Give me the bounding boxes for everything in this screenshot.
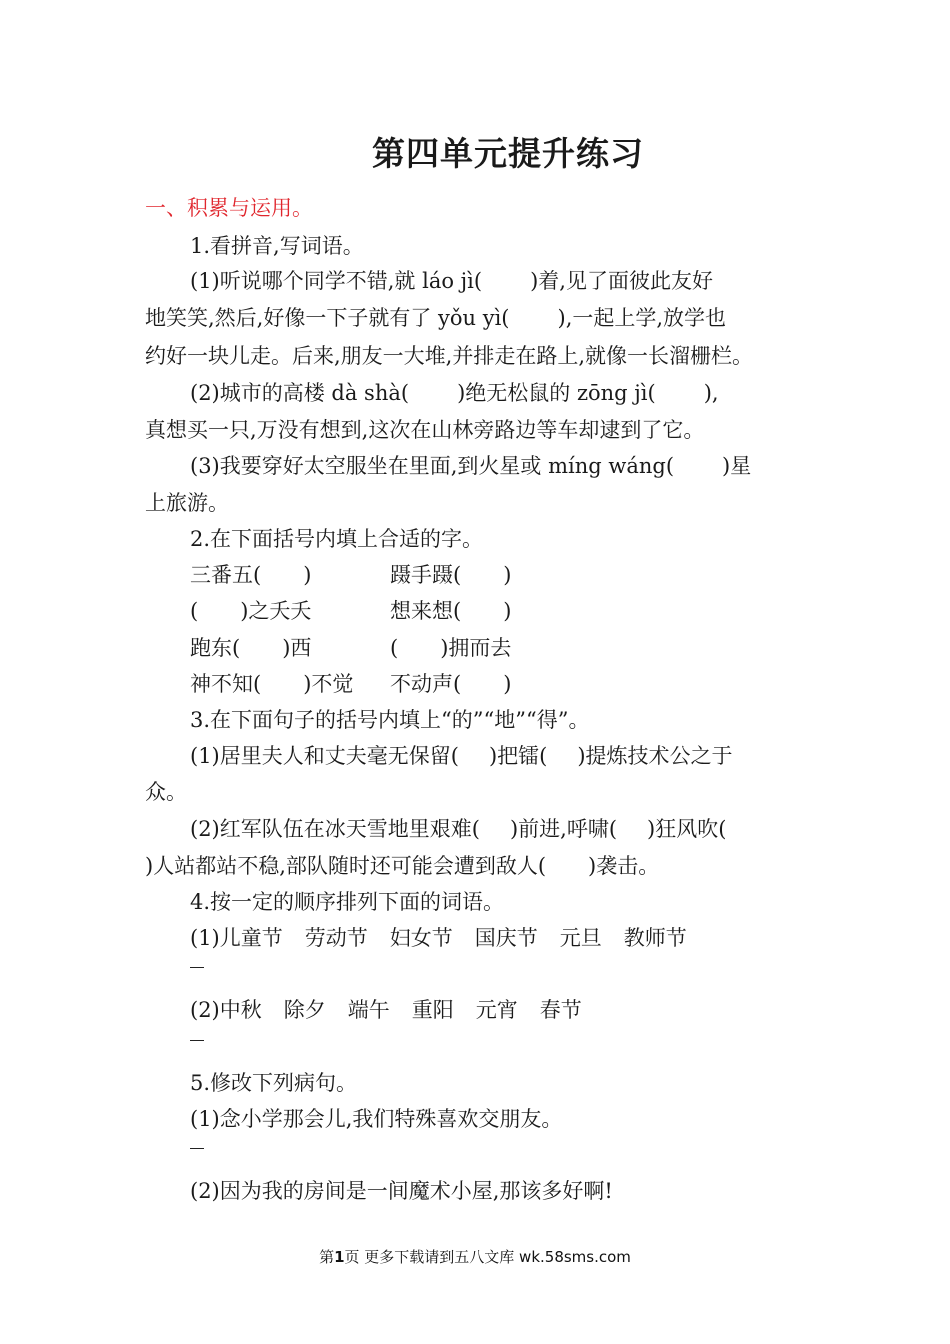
idiom-row bbox=[190, 559, 511, 589]
word-item: 春节 bbox=[539, 998, 582, 1022]
word-list bbox=[190, 922, 687, 952]
question-3-part-1-cont: 众。 bbox=[145, 780, 187, 804]
idiom-item[interactable]: 不动声( ) bbox=[390, 672, 512, 696]
word-list bbox=[190, 994, 582, 1024]
word-item: 教师节 bbox=[623, 926, 687, 950]
answer-line[interactable] bbox=[190, 967, 204, 968]
question-5-part-2: (2)因为我的房间是一间魔术小屋,那该多好啊! bbox=[190, 1179, 613, 1203]
text-segment: )把镭( bbox=[488, 744, 548, 768]
text-segment: (3)我要穿好太空服坐在里面,到火星或 míng wáng( bbox=[190, 454, 675, 478]
text-segment: (1)听说哪个同学不错,就 láo jì( bbox=[190, 269, 483, 293]
question-5-part-1: (1)念小学那会儿,我们特殊喜欢交朋友。 bbox=[190, 1107, 563, 1131]
question-1-part-1-end: 约好一块儿走。后来,朋友一大堆,并排走在路上,就像一长溜栅栏。 bbox=[145, 344, 754, 368]
text-segment: )着,见了面彼此友好 bbox=[530, 269, 713, 293]
question-1-part-2 bbox=[190, 377, 806, 407]
idiom-item[interactable]: 三番五( ) bbox=[190, 563, 312, 587]
text-segment: 地笑笑,然后,好像一下子就有了 yǒu yì( bbox=[145, 306, 510, 330]
section-heading: 一、积累与运用。 bbox=[145, 196, 313, 220]
question-1-part-1 bbox=[190, 265, 806, 295]
question-1-part-1-cont bbox=[145, 302, 806, 332]
text-segment: (1)居里夫人和丈夫毫无保留( bbox=[190, 744, 459, 768]
idiom-item[interactable]: 跑东( )西 bbox=[190, 636, 312, 660]
text-segment: )绝无松鼠的 zōng jì( bbox=[457, 381, 656, 405]
question-2-heading: 2.在下面括号内填上合适的字。 bbox=[190, 527, 484, 551]
text-segment: (2)城市的高楼 dà shà( bbox=[190, 381, 410, 405]
word-item: 端午 bbox=[347, 998, 390, 1022]
text-segment: )前进,呼啸( bbox=[509, 817, 618, 841]
word-item: 国庆节 bbox=[474, 926, 538, 950]
question-3-part-2-cont: )人站都站不稳,部队随时还可能会遭到敌人( )袭击。 bbox=[145, 854, 660, 878]
idiom-row bbox=[190, 668, 511, 698]
idiom-item[interactable]: ( )之夭夭 bbox=[190, 599, 312, 623]
question-3-part-1 bbox=[190, 740, 806, 770]
word-item: 妇女节 bbox=[389, 926, 453, 950]
question-3-heading: 3.在下面句子的括号内填上“的”“地”“得”。 bbox=[190, 708, 590, 732]
question-1-part-3 bbox=[190, 450, 806, 480]
word-item: 劳动节 bbox=[304, 926, 368, 950]
text-segment: (2)红军队伍在冰天雪地里艰难( bbox=[190, 817, 480, 841]
idiom-row bbox=[190, 632, 511, 662]
text-segment: )星 bbox=[722, 454, 752, 478]
page-number: 1 bbox=[334, 1248, 345, 1266]
question-4-heading: 4.按一定的顺序排列下面的词语。 bbox=[190, 890, 505, 914]
footer-prefix: 第 bbox=[319, 1248, 335, 1266]
word-item: 元宵 bbox=[475, 998, 518, 1022]
page-footer bbox=[0, 1246, 950, 1267]
page-title: 第四单元提升练习 bbox=[372, 134, 644, 173]
word-item: 重阳 bbox=[411, 998, 454, 1022]
idiom-item[interactable]: ( )拥而去 bbox=[390, 636, 512, 660]
footer-text: 页 更多下载请到五八文库 wk.58sms.com bbox=[344, 1248, 631, 1266]
answer-line[interactable] bbox=[190, 1148, 204, 1149]
word-item: 除夕 bbox=[283, 998, 326, 1022]
idiom-item[interactable]: 神不知( )不觉 bbox=[190, 672, 354, 696]
word-item: (2)中秋 bbox=[190, 998, 262, 1022]
word-item: 元旦 bbox=[559, 926, 602, 950]
question-1-part-3-cont: 上旅游。 bbox=[145, 491, 229, 515]
text-segment: )提炼技术公之于 bbox=[577, 744, 733, 768]
word-item: (1)儿童节 bbox=[190, 926, 283, 950]
idiom-row bbox=[190, 595, 511, 625]
idiom-item[interactable]: 蹑手蹑( ) bbox=[390, 563, 512, 587]
idiom-item[interactable]: 想来想( ) bbox=[390, 599, 512, 623]
question-1-heading: 1.看拼音,写词语。 bbox=[190, 234, 364, 258]
answer-line[interactable] bbox=[190, 1040, 204, 1041]
question-1-part-2-cont: 真想买一只,万没有想到,这次在山林旁路边等车却逮到了它。 bbox=[145, 418, 705, 442]
text-segment: ),一起上学,放学也 bbox=[557, 306, 727, 330]
question-3-part-2 bbox=[190, 813, 806, 843]
text-segment: ), bbox=[703, 381, 719, 405]
question-5-heading: 5.修改下列病句。 bbox=[190, 1071, 358, 1095]
text-segment: )狂风吹( bbox=[647, 817, 727, 841]
